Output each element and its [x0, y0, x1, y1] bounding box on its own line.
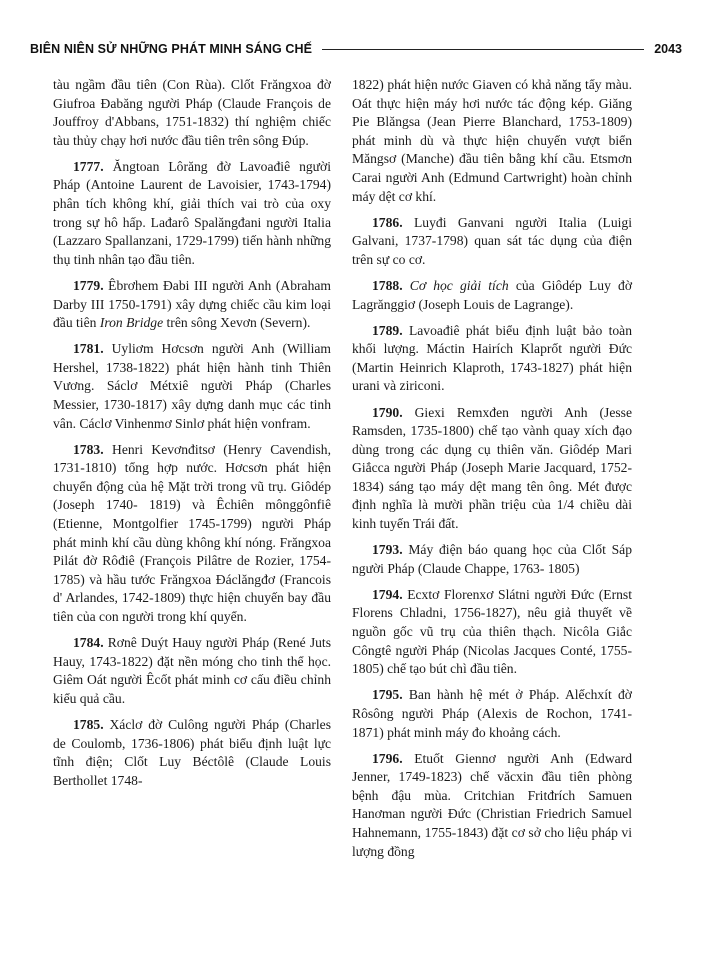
entry-year: 1781. [73, 341, 104, 357]
entry-text: Ban hành hệ mét ở Pháp. Alếchxít đờ Rôsông người Pháp (Alexis de Rochon, 1741-1871) phát minh máy đo khoảng cách. [352, 687, 632, 740]
page-number: 2043 [654, 42, 682, 56]
entry-text: 1822) phát hiện nước Giaven có khả năng tẩy màu. Oát thực hiện máy hơi nước tác động kép. Giăng Pie Blăngsa (Jean Pierre Blanchard, 1753-1809) phát minh dù và thực hiện chuyến vượt biển Măngsơ (Manche) đầu tiên bằng khí cầu. Etsmơn Carai người Anh (Edmund Cartwright) hoàn chỉnh máy dệt cơ khí. [352, 77, 632, 204]
entry-year: 1793. [372, 542, 403, 558]
entry-year: 1783. [73, 441, 104, 457]
chronology-entry [53, 158, 331, 270]
header-rule [322, 49, 644, 50]
entry-text: Êbrơhem Đabi III người Anh (Abraham Darby III 1750-1791) xây dựng chiếc cầu kim loại đầu tiên [53, 277, 331, 331]
entry-year: 1790. [372, 404, 403, 420]
entry-year: 1785. [73, 717, 104, 732]
entry-text: Rơnê Duýt Hauy người Pháp (René Juts Hauy, 1743-1822) đặt nền móng cho tinh thể học. Giêm Oát người Êcốt phát minh cơ cấu điều chỉnh kiểu quả cầu. [53, 635, 331, 706]
entry-year: 1777. [73, 158, 104, 174]
entry-text: Uyliơm Hơcsơn người Anh (William Hershel, 1738-1822) phát hiện hành tinh Thiên Vương. Sáclơ Métxiê người Pháp (Charles Messier, 1730-1817) xây dựng danh mục các tinh vân. Cáclơ Vinhenmơ Sinlơ phát hiện vonfram. [53, 341, 331, 431]
entry-text: trên sông Xevơn (Severn). [163, 315, 311, 331]
italic-title: Iron Bridge [99, 315, 164, 331]
running-title: BIÊN NIÊN SỬ NHỮNG PHÁT MINH SÁNG CHẾ [30, 42, 313, 56]
chronology-entry [352, 686, 632, 742]
entry-text: tàu ngầm đầu tiên (Con Rùa). Clốt Frăngxoa đờ Giufroa Đabăng người Pháp (Claude François de Jouffroy d'Abbans, 1751-1832) thí nghiệm chiếc tàu thủy chạy hơi nước đầu tiên trên sông Đúp. [53, 77, 331, 148]
continued-text [352, 76, 632, 206]
right-column [352, 76, 632, 869]
chronology-entry [53, 634, 331, 708]
entry-text: Xáclơ đờ Culông người Pháp (Charles de Coulomb, 1736-1806) phát biểu định luật lực tĩnh điện; Clốt Luy Béctôlê (Claude Louis Berthollet 1748- [53, 717, 331, 788]
chronology-entry [352, 541, 632, 578]
chronology-entry [53, 441, 331, 627]
entry-text [403, 278, 410, 293]
entry-text: Luyđi Ganvani người Italia (Luigi Galvani, 1737-1798) quan sát tác dụng của điện trên sự co cơ. [352, 214, 632, 267]
italic-title: Cơ học giải tích [409, 277, 509, 293]
left-column [53, 76, 331, 798]
entry-year: 1789. [372, 322, 403, 338]
chronology-entry [352, 586, 632, 679]
chronology-entry [352, 277, 632, 314]
entry-text: Ecxtơ Florenxơ Slátni người Đức (Ernst Florens Chladni, 1756-1827), nêu giả thuyết về nguồn gốc vũ trụ của thiên thạch. Nicôla Giắc Côngtê người Pháp (Nicolas Jacques Conté, 1755-1805) chế tạo bút chì đầu tiên. [352, 586, 632, 677]
entry-year: 1795. [372, 687, 403, 703]
chronology-entry [352, 750, 632, 862]
chronology-entry [53, 340, 331, 433]
chronology-entry [53, 716, 331, 790]
chronology-entry [53, 277, 331, 333]
entry-text: Etuốt Giennơ người Anh (Edward Jenner, 1749-1823) chế văcxin đầu tiên phòng bệnh đậu mùa. Critchian Fritđrích Samuen Hanơman người Đức (Christian Friedrich Samuel Hahnemann, 1755-1843) đặt cơ sở cho liệu pháp vi lượng đồng [352, 750, 632, 859]
chronology-entry [352, 322, 632, 396]
entry-text: Lavoađiê phát biểu định luật bảo toàn khối lượng. Máctin Hairích Klaprốt người Đức (Martin Heinrich Klaproth, 1743-1827) phát hiện urani và ziriconi. [352, 322, 632, 394]
entry-text: Henri Kevơnđitsơ (Henry Cavendish, 1731-1810) tổng hợp nước. Hơcsơn phát hiện chuyển động của hệ Mặt trời trong vũ trụ. Giôdép (Joseph 1740- 1819) và Êchiên mônggônfiê (Etienne, Montgolfier 1745-1799) người Pháp phát minh khí cầu dùng không khí nóng. Frăngxoa Pilát đờ Rôđiê (François Pilâtre de Rozier, 1754-1785) và hầu tước Frăngxoa Đáclăngđơ (Francois d' Arlandes, 1742-1809) thực hiện chuyến bay đầu tiên của con người trong khí quyển. [53, 441, 331, 625]
entry-year: 1788. [372, 277, 403, 293]
entry-year: 1784. [73, 635, 104, 651]
entry-year: 1794. [372, 586, 403, 602]
entry-text: Ăngtoan Lôrăng đờ Lavoađiê người Pháp (Antoine Laurent de Lavoisier, 1743-1794) phân tích không khí, giải thích vai trò của oxy trong sự hô hấp. Lađarô Spalăngđani người Italia (Lazzaro Spallanzani, 1729-1799) tiến hành những thụ tinh nhân tạo đầu tiên. [53, 158, 331, 267]
entry-text: của Giôdép Luy đờ Lagrănggiơ (Joseph Louis de Lagrange). [352, 277, 633, 312]
entry-year: 1779. [73, 277, 104, 293]
entry-text: Giexi Remxđen người Anh (Jesse Ramsden, 1735-1800) chế tạo vành quay xích đạo dùng trong các dụng cụ thiên văn. Giôdép Mari Giắcca người Pháp (Joseph Marie Jacquard, 1752-1834) sáng tạo máy dệt mang tên ông. Mét được định nghĩa là mười phần triệu của 1/4 chiều dài kinh tuyến Trái đất. [352, 404, 632, 532]
page-header [30, 38, 682, 60]
chronology-entry [352, 404, 632, 534]
entry-text: Máy điện báo quang học của Clốt Sáp người Pháp (Claude Chappe, 1763- 1805) [352, 542, 632, 576]
continued-text [53, 76, 331, 150]
entry-year: 1796. [372, 750, 403, 766]
chronology-entry [352, 214, 632, 270]
entry-year: 1786. [372, 214, 403, 230]
